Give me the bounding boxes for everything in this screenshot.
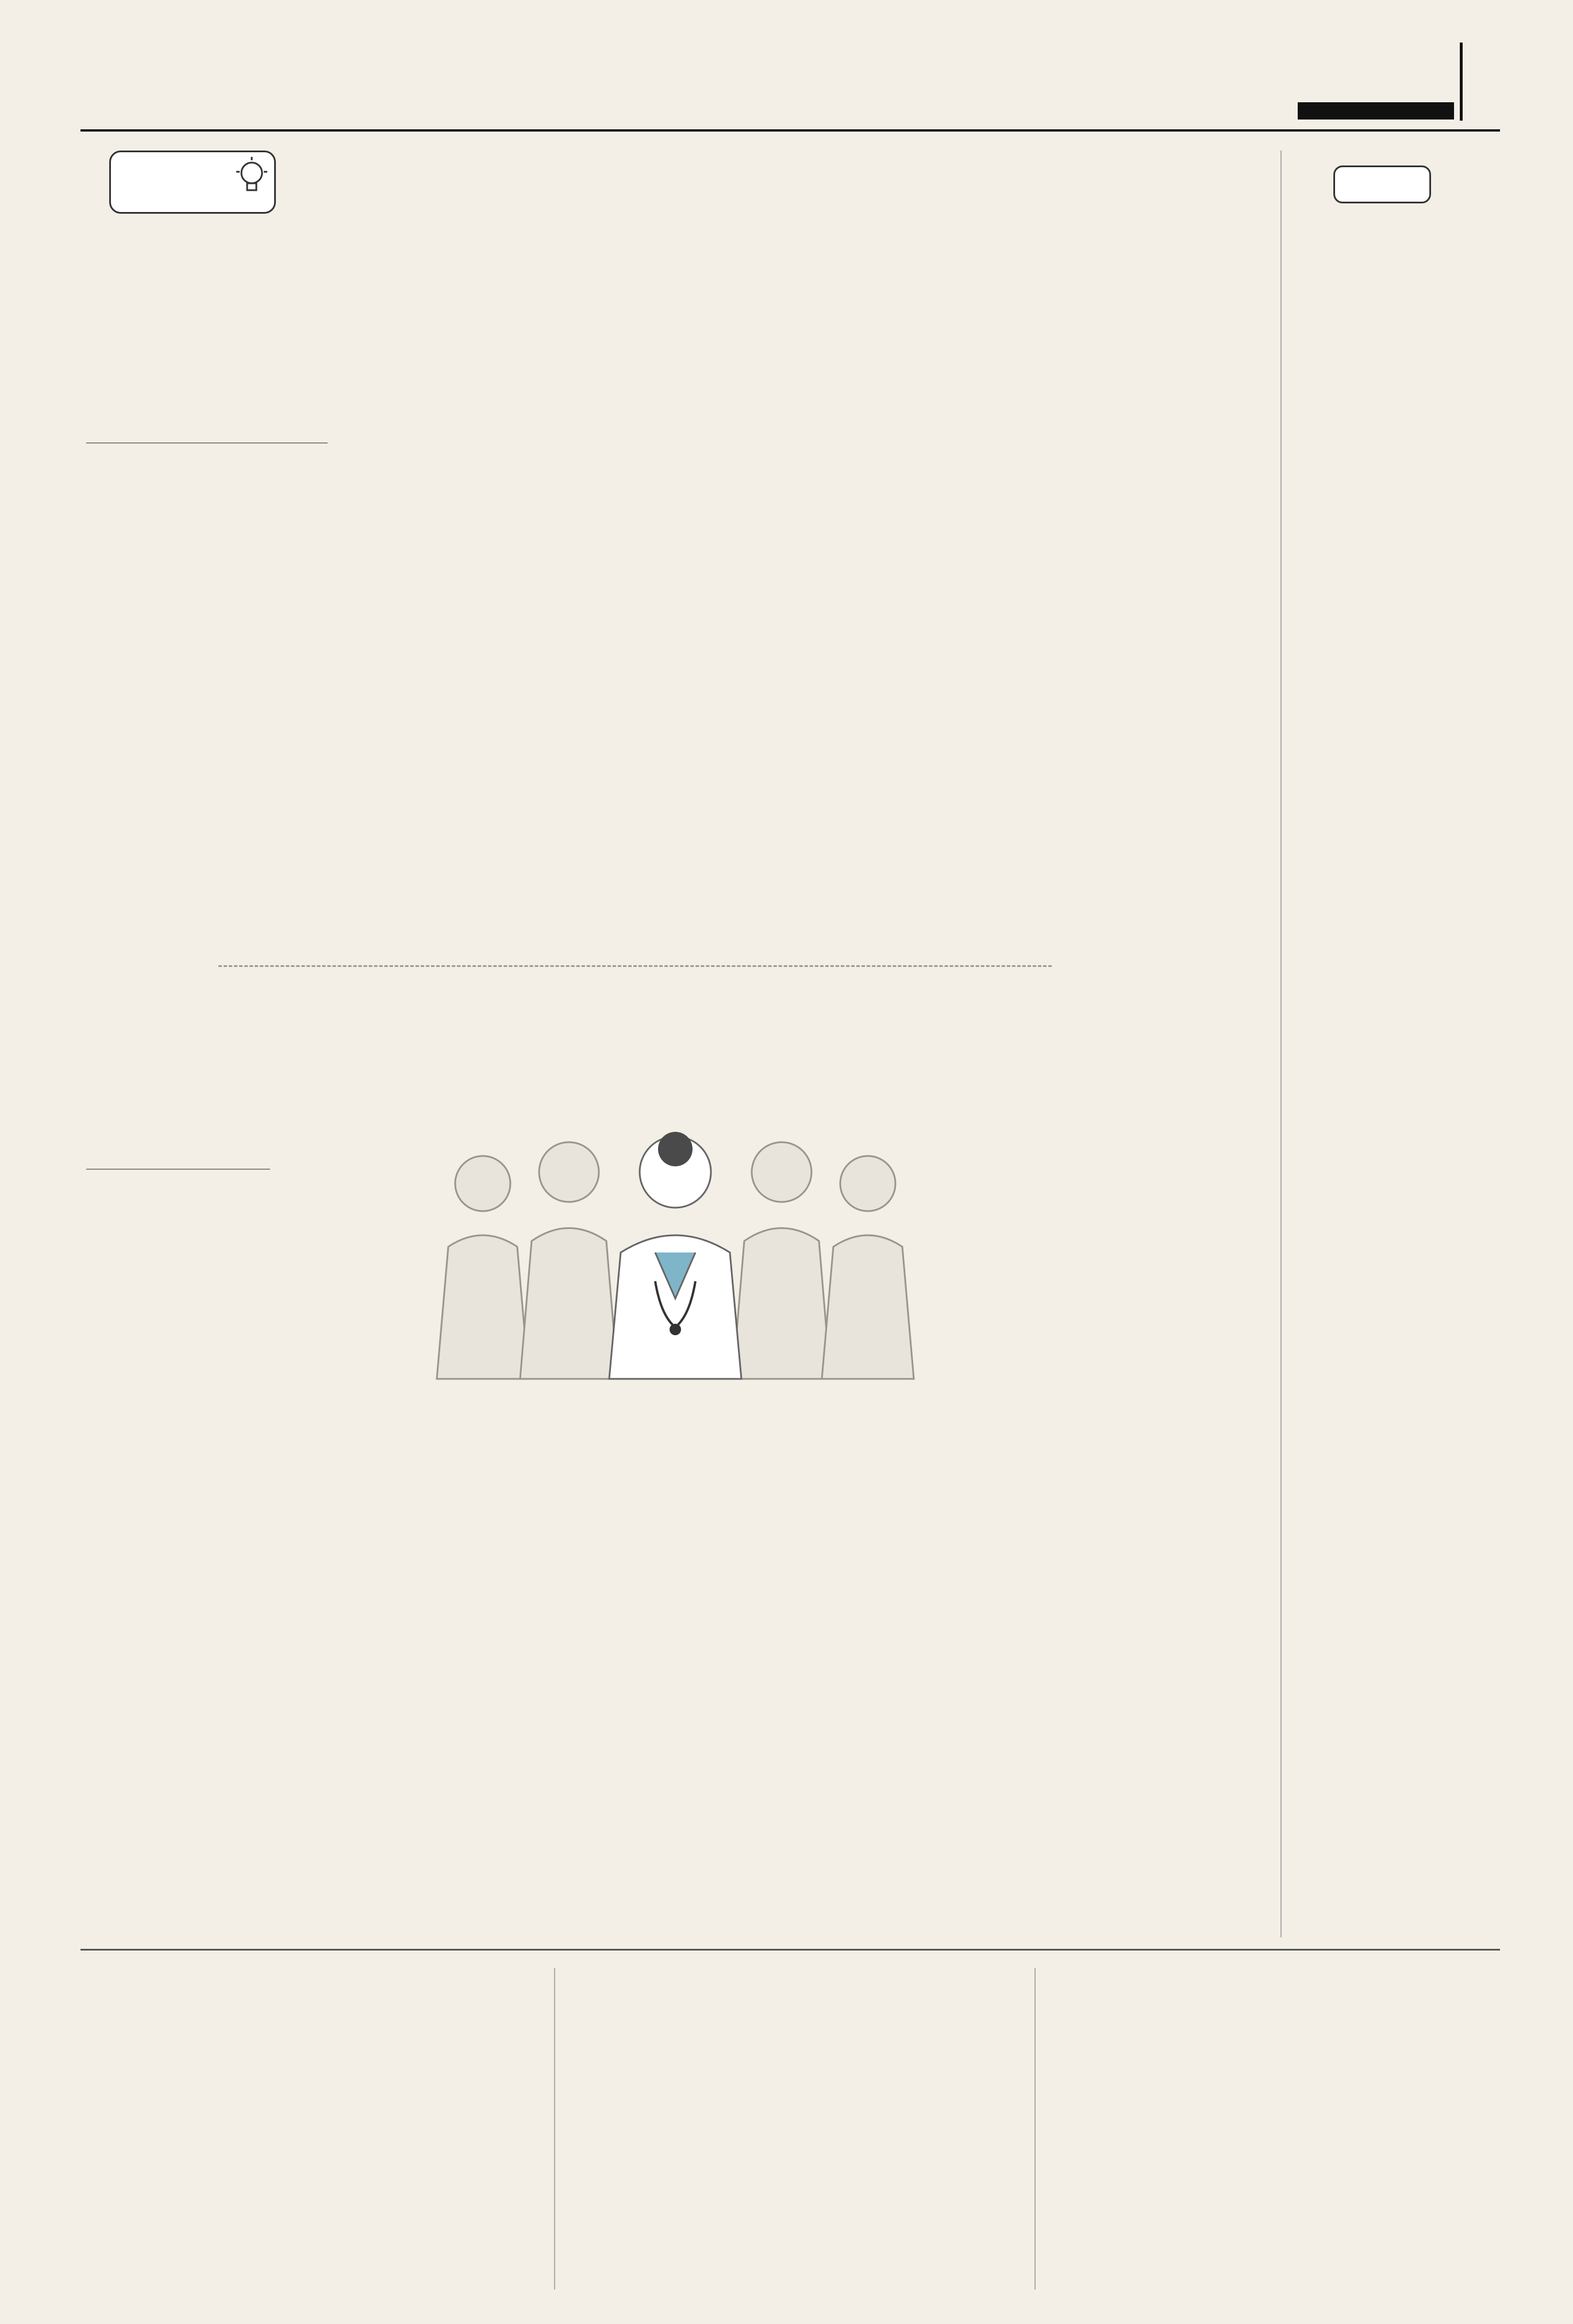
brief-divider — [1034, 1968, 1036, 2290]
article2-col-5 — [1043, 988, 1267, 1936]
masthead-rule — [80, 129, 1500, 132]
article2-col-3 — [564, 1389, 789, 1936]
brief-1-body — [86, 2007, 534, 2295]
article1-col-5 — [1043, 398, 1267, 1041]
article-divider — [218, 965, 1052, 967]
article1-byline — [86, 418, 100, 440]
paper-name-en — [1298, 102, 1454, 120]
lightbulb-icon — [232, 156, 272, 196]
article1-col-4 — [803, 398, 1028, 1041]
sidebar-tag — [1333, 165, 1431, 203]
byline-rule — [86, 1169, 270, 1170]
masthead-divider — [1460, 43, 1463, 121]
sidebar-rule — [1280, 151, 1282, 1937]
article2-col-2 — [325, 1389, 549, 1936]
column-tag — [109, 151, 276, 214]
sidebar-column — [1296, 218, 1503, 1936]
article1-col-2 — [325, 421, 549, 1041]
article1-col-3 — [564, 398, 789, 1041]
article2-byline-dept — [105, 1143, 118, 1165]
brief-2-body — [569, 2007, 1017, 2295]
briefs-top-rule — [80, 1949, 1500, 1951]
article2-col-1 — [86, 1181, 310, 1936]
article1-col-1 — [86, 460, 310, 1041]
article2-col-4 — [803, 1120, 1028, 1936]
brief-divider — [554, 1968, 555, 2290]
brief-3-body — [1049, 2007, 1498, 2295]
byline-rule — [86, 442, 328, 444]
